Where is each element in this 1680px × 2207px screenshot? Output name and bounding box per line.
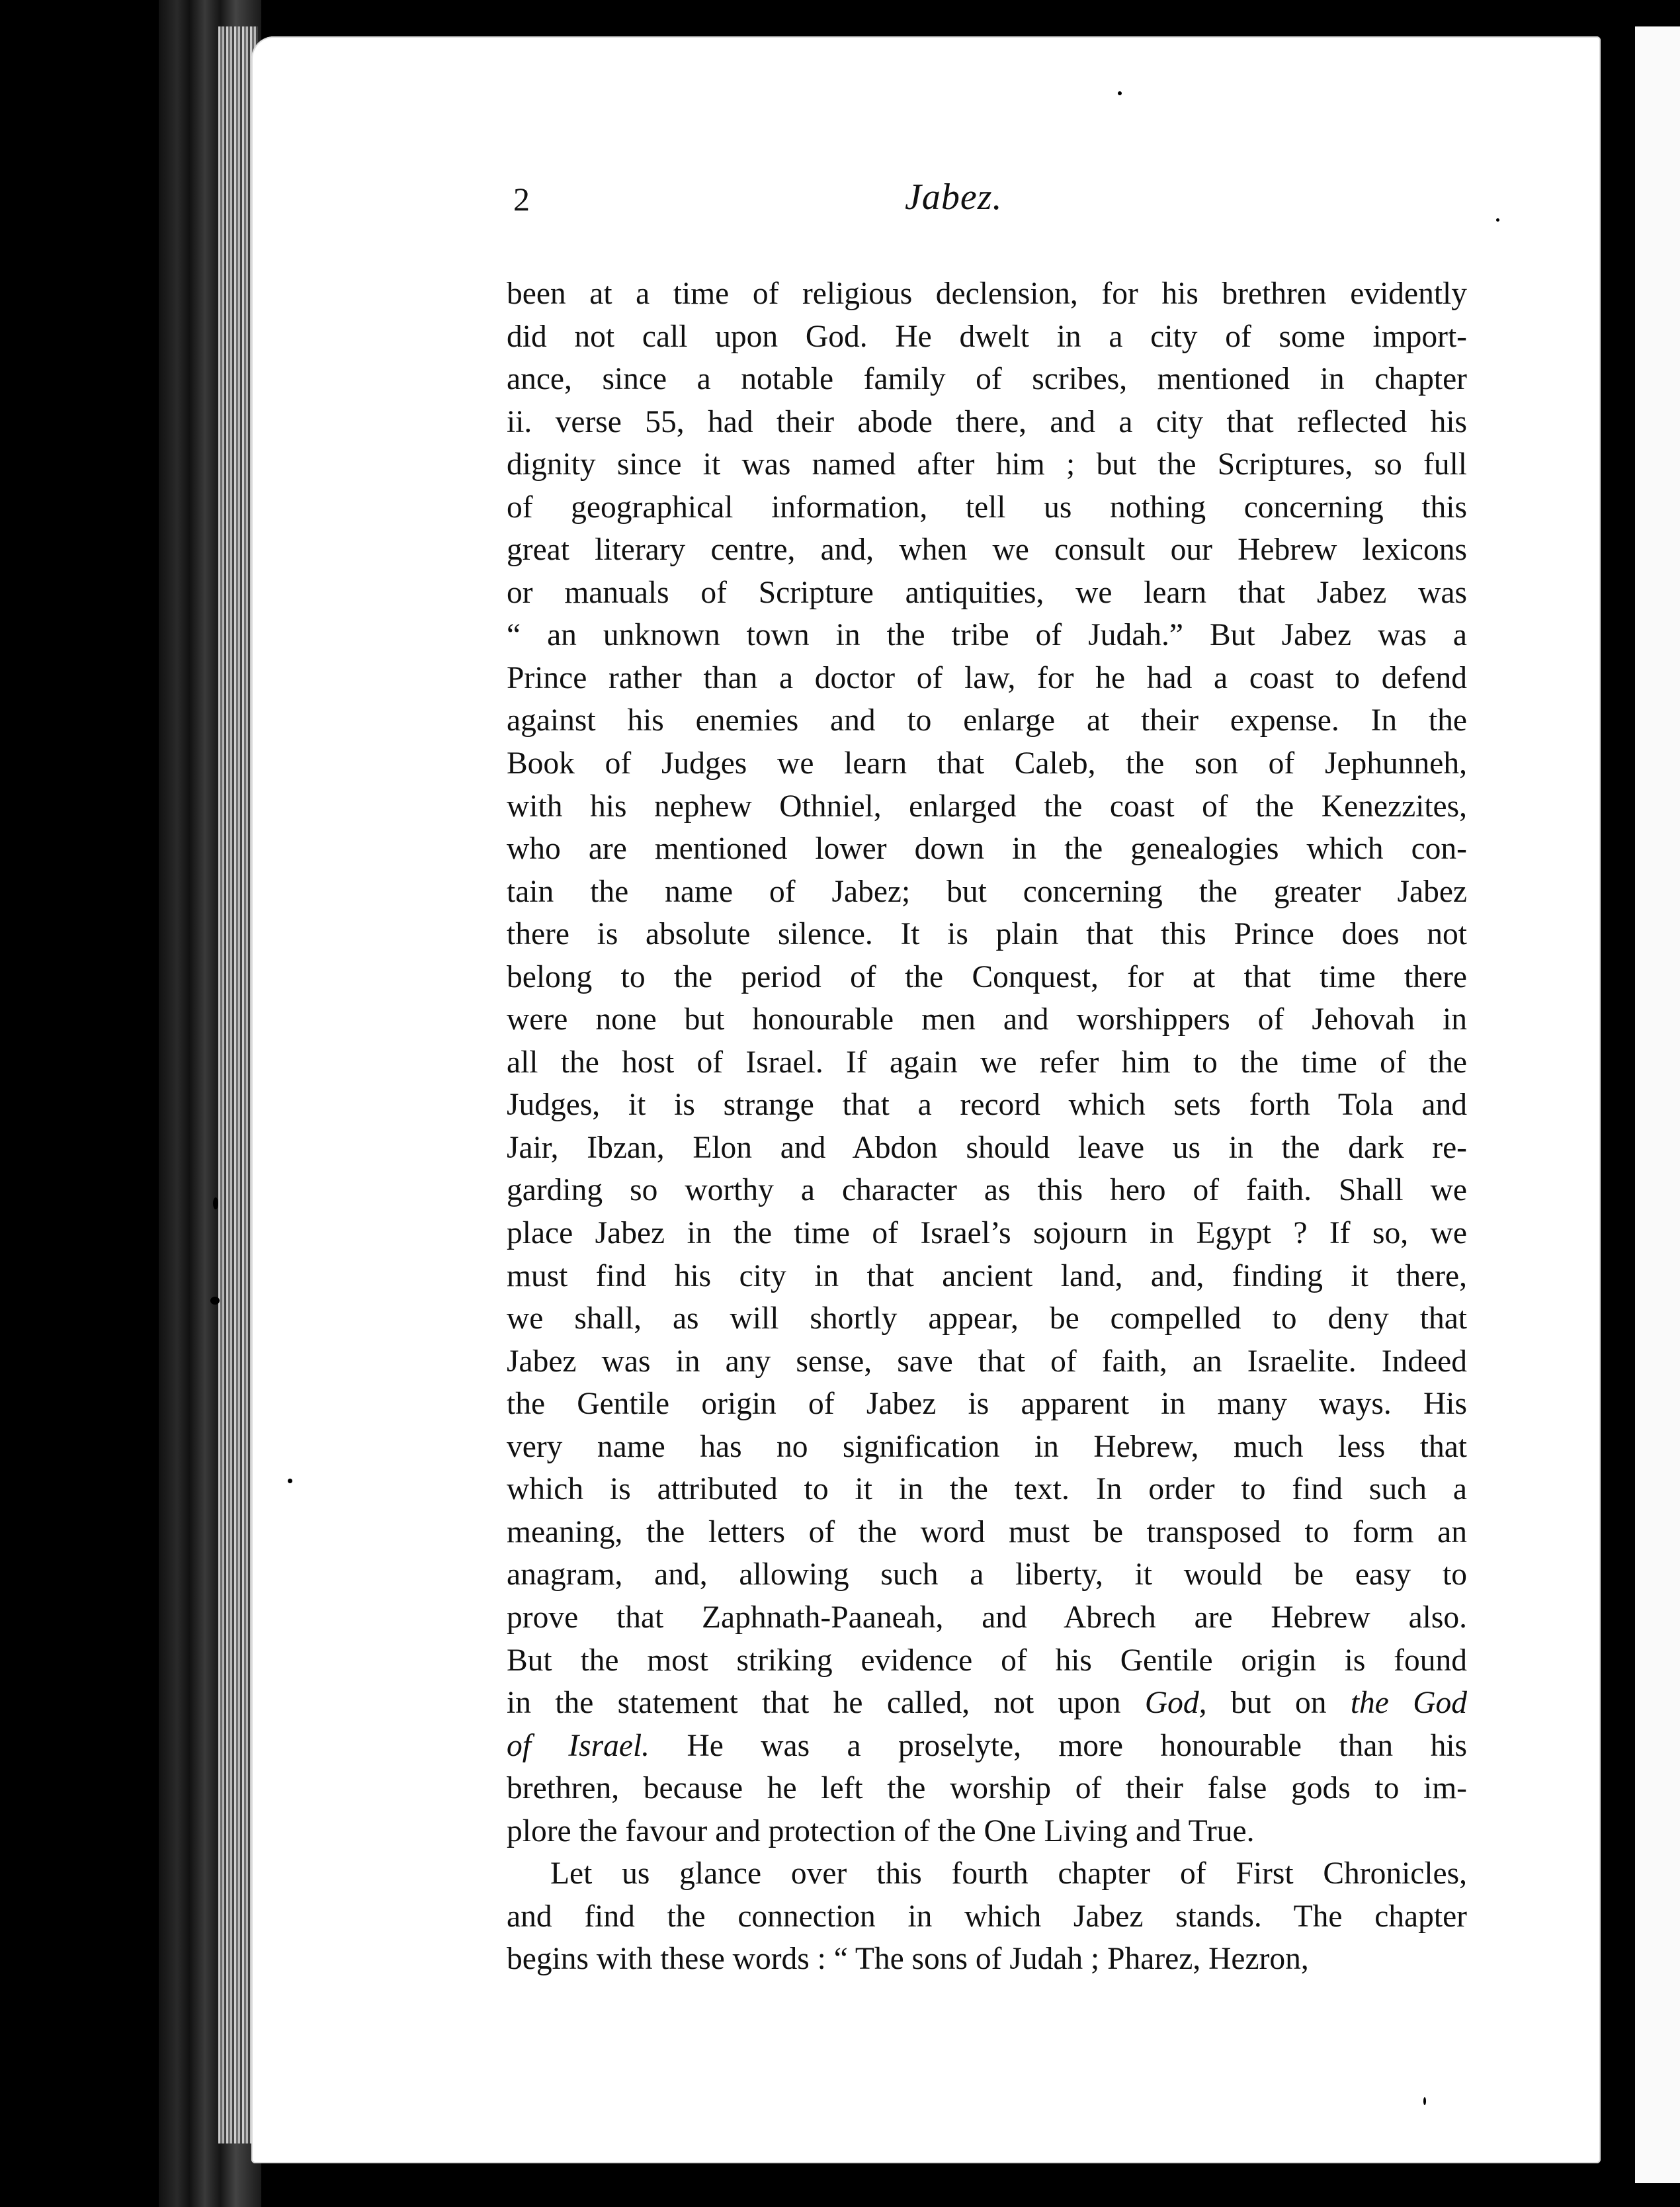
text-span: were none but honourable men and worshippers of Jehovah in — [507, 1002, 1467, 1037]
text-line — [507, 1682, 1467, 1725]
text-line — [507, 1852, 1467, 1895]
text-line — [507, 1212, 1467, 1255]
text-line — [507, 1340, 1467, 1383]
text-line — [507, 1297, 1467, 1340]
text-line — [507, 1725, 1467, 1768]
text-line — [507, 1767, 1467, 1810]
text-line — [507, 742, 1467, 785]
scan-speck — [213, 1197, 218, 1209]
text-span: in the statement that he called, not upon — [507, 1686, 1145, 1721]
text-line — [507, 1383, 1467, 1426]
scan-speck — [1423, 2097, 1426, 2105]
text-span: But the most striking evidence of his Gentile origin is found — [507, 1643, 1467, 1678]
text-line — [507, 1810, 1467, 1853]
text-line — [507, 1127, 1467, 1170]
text-line — [507, 529, 1467, 572]
text-span: dignity since it was named after him ; but the Scriptures, so full — [507, 447, 1467, 482]
text-span: we shall, as will shortly appear, be compelled to deny that — [507, 1301, 1467, 1336]
text-span: ii. verse 55, had their abode there, and a city that reflected his — [507, 404, 1467, 439]
text-line — [507, 871, 1467, 914]
text-span: must find his city in that ancient land, and, finding it there, — [507, 1258, 1467, 1293]
text-line — [507, 1255, 1467, 1298]
text-line — [507, 913, 1467, 956]
scan-speck — [1118, 91, 1122, 95]
text-span: belong to the period of the Conquest, for at that time there — [507, 959, 1467, 994]
text-span: great literary centre, and, when we consult our Hebrew lexicons — [507, 533, 1467, 568]
text-span: which is attributed to it in the text. In order to find such a — [507, 1472, 1467, 1507]
paragraph — [507, 1852, 1467, 1981]
text-line — [507, 1169, 1467, 1212]
text-span: there is absolute silence. It is plain that this Prince does not — [507, 917, 1467, 952]
facing-page-edge — [1627, 26, 1680, 2183]
text-span: very name has no signification in Hebrew, much less that — [507, 1429, 1467, 1464]
text-span: or manuals of Scripture antiquities, we learn that Jabez was — [507, 575, 1467, 610]
text-span: Jabez was in any sense, save that of faith, an Israelite. Indeed — [507, 1344, 1467, 1379]
text-line — [507, 1938, 1467, 1981]
text-span: begins with these words : “ The sons of Judah ; Pharez, Hezron, — [507, 1942, 1309, 1977]
text-span: who are mentioned lower down in the genealogies which con- — [507, 832, 1467, 867]
text-span: all the host of Israel. If again we refer him to the time of the — [507, 1045, 1467, 1080]
text-span: against his enemies and to enlarge at their expense. In the — [507, 703, 1467, 738]
text-span: Judges, it is strange that a record which sets forth Tola and — [507, 1088, 1467, 1123]
text-line — [507, 1639, 1467, 1682]
text-line — [507, 1895, 1467, 1938]
text-line — [507, 443, 1467, 486]
text-span: anagram, and, allowing such a liberty, it would be easy to — [507, 1557, 1467, 1592]
text-line — [507, 657, 1467, 700]
text-span: Book of Judges we learn that Caleb, the son of Jephunneh, — [507, 746, 1467, 781]
text-line — [507, 785, 1467, 828]
text-span: “ an unknown town in the tribe of Judah.” But Jabez was a — [507, 618, 1467, 653]
text-line — [507, 316, 1467, 359]
text-line — [507, 358, 1467, 401]
text-line — [507, 401, 1467, 444]
text-span: prove that Zaphnath-Paaneah, and Abrech are Hebrew also. — [507, 1600, 1467, 1635]
text-span: ance, since a notable family of scribes, mentioned in chapter — [507, 362, 1467, 397]
body-text — [507, 273, 1467, 1981]
text-span: been at a time of religious declension, for his brethren evidently — [507, 277, 1467, 311]
paragraph — [507, 273, 1467, 1852]
text-span: Let us glance over this fourth chapter of First Chronicles, — [550, 1856, 1467, 1891]
text-line — [507, 956, 1467, 999]
text-line — [507, 572, 1467, 615]
text-line — [507, 1041, 1467, 1084]
text-span: plore the favour and protection of the One Living and True. — [507, 1813, 1255, 1848]
text-line — [507, 1084, 1467, 1127]
scan-speck — [1496, 218, 1499, 222]
italic-text: God, — [1144, 1686, 1207, 1721]
text-line — [507, 614, 1467, 657]
text-line — [507, 1468, 1467, 1511]
text-line — [507, 1511, 1467, 1554]
scan-speck — [210, 1297, 220, 1305]
text-span: but on — [1206, 1686, 1351, 1721]
text-line — [507, 699, 1467, 742]
text-line — [507, 998, 1467, 1041]
text-span: brethren, because he left the worship of their false gods to im- — [507, 1771, 1467, 1806]
text-span: did not call upon God. He dwelt in a city of some import- — [507, 319, 1467, 354]
text-span: place Jabez in the time of Israel’s sojourn in Egypt ? If so, we — [507, 1216, 1467, 1251]
text-span: and find the connection in which Jabez stands. The chapter — [507, 1899, 1467, 1934]
text-line — [507, 1426, 1467, 1469]
italic-text: of Israel. — [507, 1728, 650, 1763]
text-line — [507, 828, 1467, 871]
text-line — [507, 1596, 1467, 1639]
text-span: the Gentile origin of Jabez is apparent in many ways. His — [507, 1387, 1467, 1422]
text-span: of geographical information, tell us nothing concerning this — [507, 490, 1467, 525]
text-span: with his nephew Othniel, enlarged the coast of the Kenezzites, — [507, 789, 1467, 824]
text-span: Jair, Ibzan, Elon and Abdon should leave us in the dark re- — [507, 1130, 1467, 1165]
text-span: Prince rather than a doctor of law, for he had a coast to defend — [507, 660, 1467, 695]
page-number: 2 — [513, 181, 530, 218]
text-line — [507, 1553, 1467, 1596]
running-head: Jabez. — [905, 177, 1003, 218]
text-span: He was a proselyte, more honourable than his — [650, 1728, 1467, 1763]
page-header — [508, 172, 1460, 225]
italic-text: the God — [1350, 1686, 1467, 1721]
scan-speck — [288, 1479, 292, 1483]
text-line — [507, 486, 1467, 529]
text-span: meaning, the letters of the word must be transposed to form an — [507, 1514, 1467, 1549]
text-line — [507, 273, 1467, 316]
text-span: tain the name of Jabez; but concerning the greater Jabez — [507, 874, 1467, 909]
text-span: garding so worthy a character as this hero of faith. Shall we — [507, 1173, 1467, 1208]
